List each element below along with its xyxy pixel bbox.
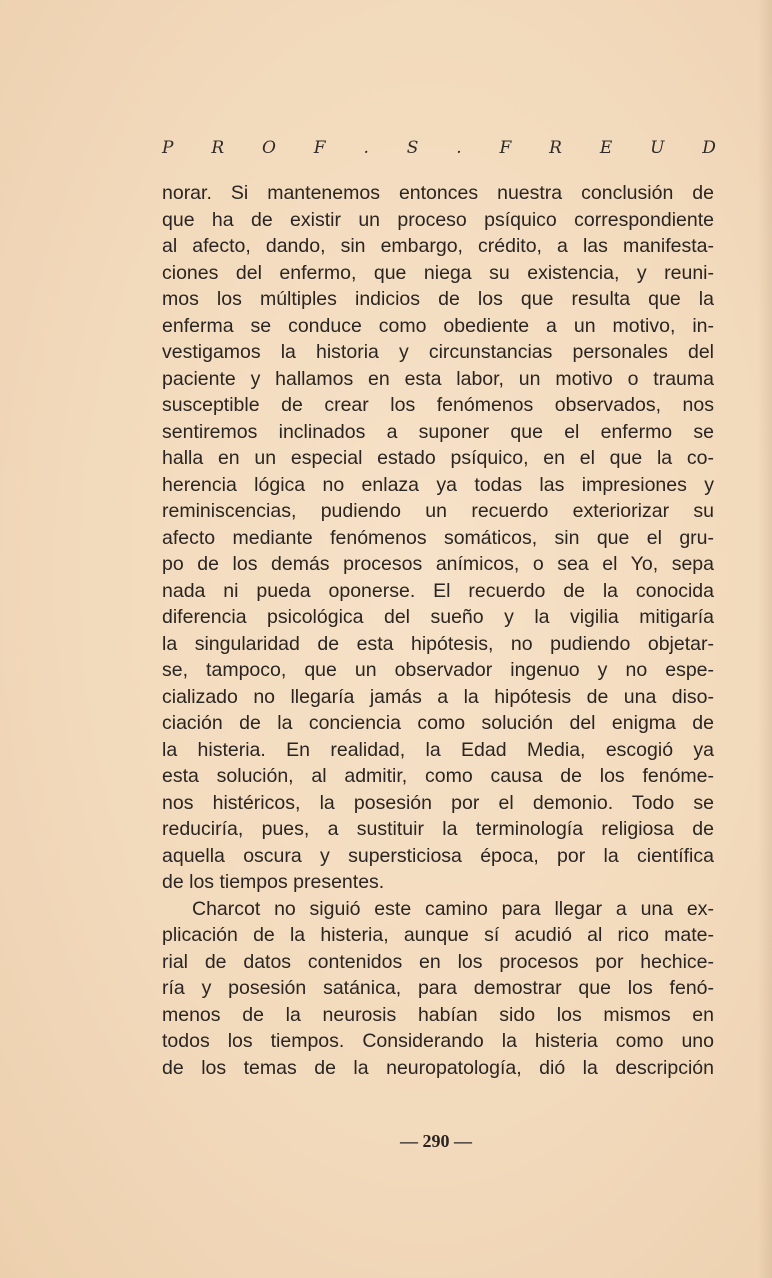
text-line: sentiremos inclinados a suponer que el enfermo se [162,420,714,443]
text-line: ciones del enfermo, que niega su existencia, y reuni- [162,261,714,284]
text-line: reminiscencias, pudiendo un recuerdo exteriorizar su [162,500,714,522]
running-head-char: . [456,138,462,158]
text-line: de los temas de la neuropatología, dió la descripción [162,1056,714,1079]
text-line: de los tiempos presentes. [162,871,385,893]
text-line: esta solución, al admitir, como causa de los fenóme- [162,765,714,787]
text-line: susceptible de crear los fenómenos observados, nos [162,394,714,416]
body-text [162,180,714,1081]
text-line: halla en un especial estado psíquico, en el que la co- [162,447,714,469]
text-line: todos los tiempos. Considerando la histeria como uno [162,1030,714,1052]
text-line: aquella oscura y supersticiosa época, por la científica [162,844,714,867]
text-line: vestigamos la historia y circunstancias personales del [162,341,714,363]
text-line: diferencia psicológica del sueño y la vigilia mitigaría [162,606,714,628]
running-head-char: S [406,138,419,158]
text-line: la histeria. En realidad, la Edad Media, escogió ya [162,738,714,761]
paragraph [162,896,714,1082]
text-line: reduciría, pues, a sustituir la terminología religiosa de [162,818,714,840]
text-line: al afecto, dando, sin embargo, crédito, a las manifesta- [162,235,714,257]
text-line: ría y posesión satánica, para demostrar que los fenó- [162,977,714,999]
text-line: norar. Si mantenemos entonces nuestra conclusión de [162,182,714,204]
text-line: nada ni pueda oponerse. El recuerdo de la conocida [162,579,714,602]
running-head-char: D [702,138,716,158]
page-edge-shadow [758,0,772,1278]
text-line: plicación de la histeria, aunque sí acudió al rico mate- [162,924,714,946]
text-line: menos de la neurosis habían sido los mismos en [162,1003,714,1026]
paragraph [162,180,714,896]
text-line: rial de datos contenidos en los procesos por hechice- [162,950,714,973]
running-head-char: O [261,138,276,158]
running-head [162,134,716,162]
text-line: ciación de la conciencia como solución del enigma de [162,712,714,734]
text-line: nos histéricos, la posesión por el demonio. Todo se [162,791,714,814]
text-line: se, tampoco, que un observador ingenuo y no espe- [162,659,714,681]
text-line: herencia lógica no enlaza ya todas las impresiones y [162,473,714,496]
text-line: po de los demás procesos anímicos, o sea el Yo, sepa [162,553,714,575]
text-line: que ha de existir un proceso psíquico correspondiente [162,208,714,231]
text-line: mos los múltiples indicios de los que resulta que la [162,288,714,310]
running-head-char: R [549,138,562,158]
text-line: la singularidad de esta hipótesis, no pudiendo objetar- [162,632,714,655]
running-head-char: R [211,138,225,158]
running-head-char: . [363,138,369,158]
running-head-char: F [313,138,326,158]
running-head-char: F [499,138,512,158]
text-line: afecto mediante fenómenos somáticos, sin que el gru- [162,526,714,549]
running-head-char: P [162,138,174,158]
text-line: enferma se conduce como obediente a un motivo, in- [162,314,714,337]
text-line: cializado no llegaría jamás a la hipótesis de una diso- [162,685,714,708]
running-head-char: E [599,138,613,158]
page-number: — 290 — [400,1131,472,1151]
text-line: paciente y hallamos en esta labor, un motivo o trauma [162,367,714,390]
running-head-char: U [650,138,665,158]
text-line: Charcot no siguió este camino para llegar a una ex- [192,897,714,920]
